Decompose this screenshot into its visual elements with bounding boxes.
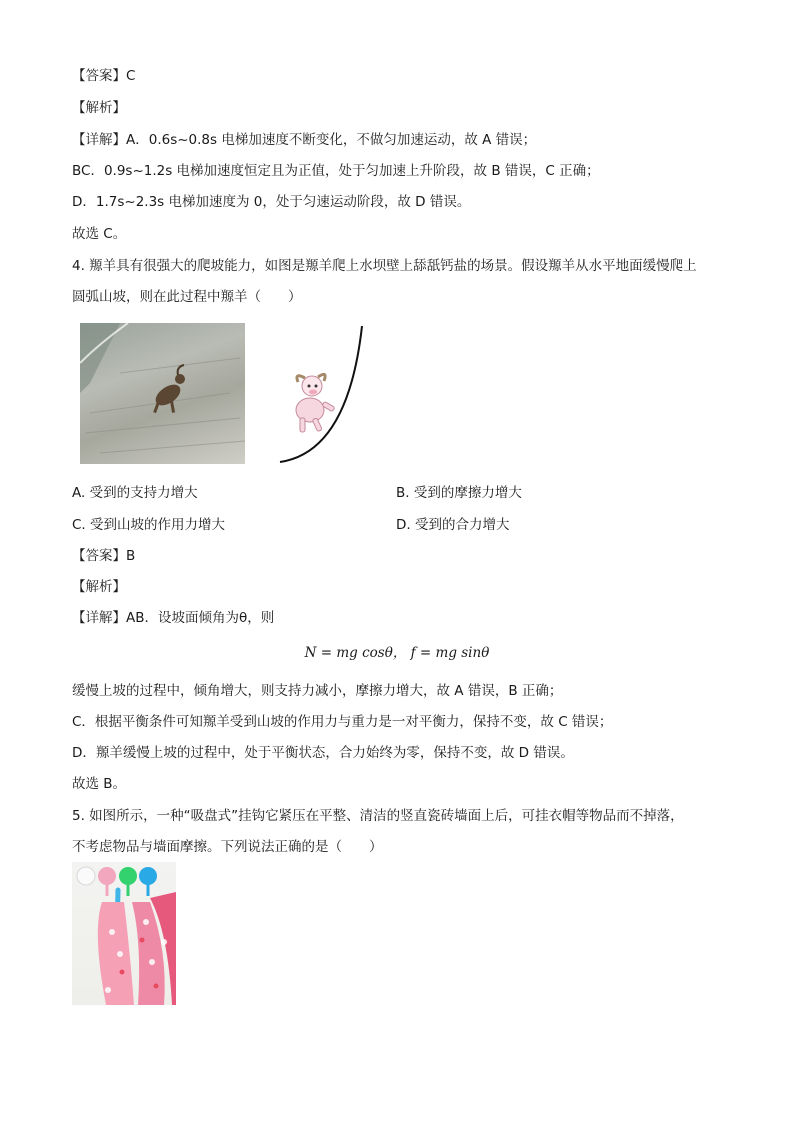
q4-answer-tag: 【答案】 [72,548,126,564]
q4-stem-line2: 圆弧山坡，则在此过程中羱羊（ ） [72,289,302,305]
q4-option-a[interactable]: A. 受到的支持力增大 [72,485,198,501]
q4-formula: N = mg cosθ， f = mg sinθ [304,645,490,661]
q4-detail-line3: C．根据平衡条件可知羱羊受到山坡的作用力与重力是一对平衡力，保持不变，故 C 错误； [72,714,613,730]
q4-detail-line4: D．羱羊缓慢上坡的过程中，处于平衡状态，合力始终为零，保持不变，故 D 错误。 [72,745,574,761]
q3-answer-tag: 【答案】 [72,68,126,84]
q5-stem-line1: 5. 如图所示，一种“吸盘式”挂钩它紧压在平整、清洁的竖直瓷砖墙面上后，可挂衣帽等物品而不掉落， [72,808,684,824]
q4-option-b[interactable]: B. 受到的摩擦力增大 [396,485,522,501]
q4-option-d[interactable]: D. 受到的合力增大 [396,517,510,533]
q3-answer [72,66,135,86]
cartoon-goat-icon [296,374,335,432]
green-suction-cup-icon [119,867,137,885]
q4-stem-line1: 4. 羱羊具有很强大的爬坡能力，如图是羱羊爬上水坝壁上舔舐钙盐的场景。假设羱羊从水平地面缓慢爬上 [72,258,697,274]
q4-option-c[interactable]: C. 受到山坡的作用力增大 [72,517,226,533]
q3-detail-line2: BC．0.9s~1.2s 电梯加速度恒定且为正值，处于匀加速上升阶段，故 B 错误，C 正确； [72,163,600,179]
q4-answer-value: B [126,548,136,564]
goat-on-arc-diagram [278,324,370,464]
blue-suction-cup-icon [139,867,157,885]
q4-answer [72,546,135,566]
q4-conclusion: 故选 B。 [72,776,127,792]
pink-suction-cup-icon [98,867,116,885]
arc-slope-curve [280,326,362,462]
white-suction-cup-icon [77,867,95,885]
q4-detail-tag: 【详解】 [72,610,126,626]
q3-conclusion: 故选 C。 [72,226,127,242]
q4-analysis-tag: 【解析】 [72,579,126,595]
q3-detail-line3: D．1.7s~2.3s 电梯加速度为 0，处于匀速运动阶段，故 D 错误。 [72,194,471,210]
q4-detail-line1 [72,608,274,628]
q3-answer-value: C [126,68,136,84]
q3-detail-line1 [72,130,536,150]
suction-hooks-photo [72,862,176,1005]
q3-detail-tag: 【详解】 [72,132,126,148]
q3-analysis-tag: 【解析】 [72,100,126,116]
q4-detail-line2: 缓慢上坡的过程中，倾角增大，则支持力减小，摩擦力增大，故 A 错误，B 正确； [72,683,563,699]
q3-detail-text1: A．0.6s~0.8s 电梯加速度不断变化，不做匀加速运动，故 A 错误； [126,132,537,148]
ibex-dam-photo [80,323,245,464]
q5-stem-line2: 不考虑物品与墙面摩擦。下列说法正确的是（ ） [72,839,383,855]
q4-detail-text1: AB．设坡面倾角为θ，则 [126,610,275,626]
